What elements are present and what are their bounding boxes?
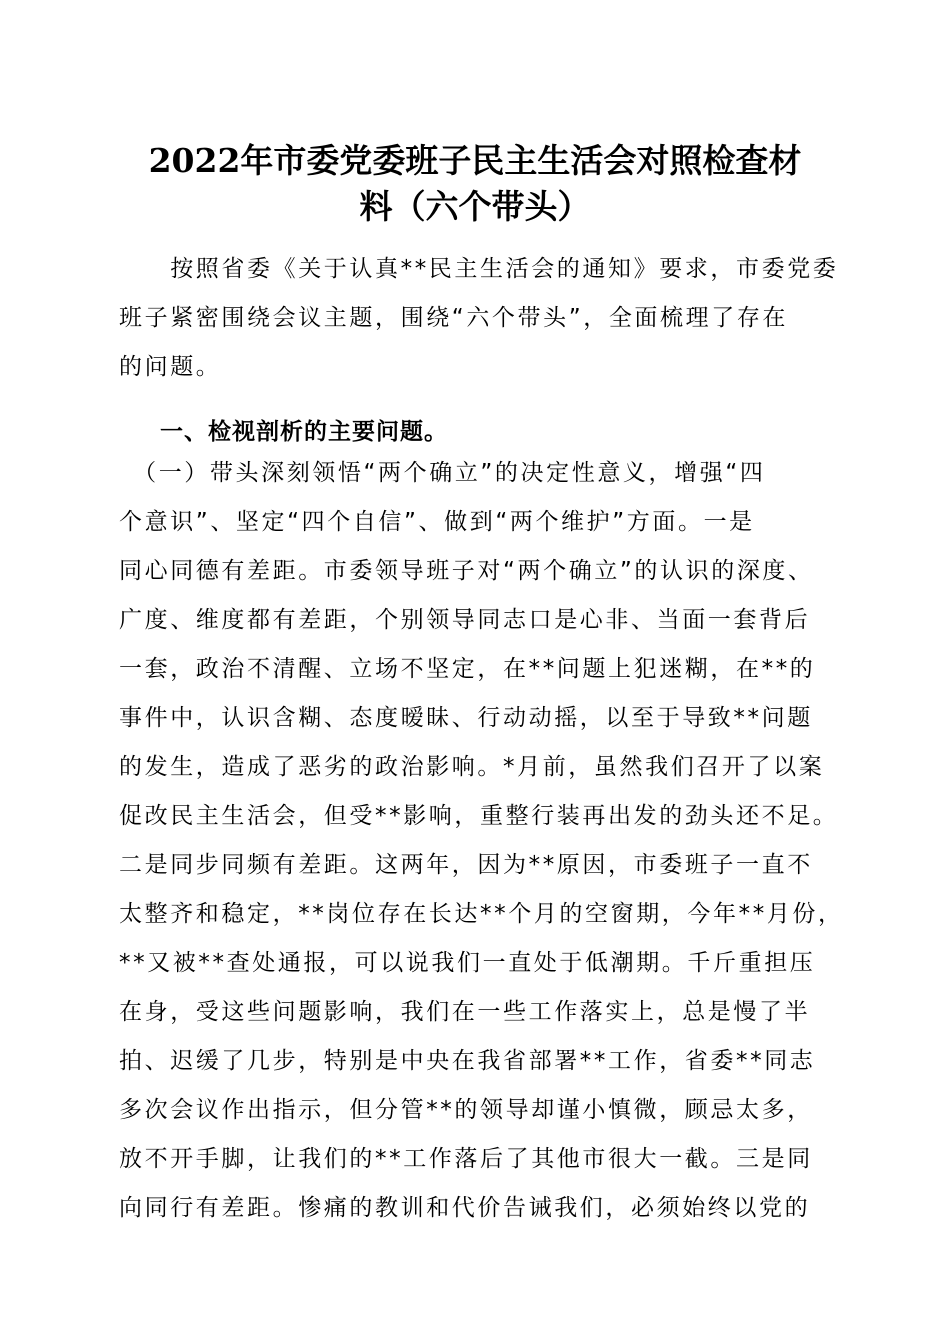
paragraph-line: 太整齐和稳定，**岗位存在长达**个月的空窗期，今年**月份， xyxy=(119,901,844,927)
paragraph-line: 事件中，认识含糊、态度暧昧、行动动摇，以至于导致**问题 xyxy=(119,705,813,731)
intro-paragraph xyxy=(119,245,839,392)
section-paragraph xyxy=(119,449,844,1233)
paragraph-line: 放不开手脚，让我们的**工作落后了其他市很大一截。三是同 xyxy=(119,1146,813,1172)
intro-line: 的问题。 xyxy=(119,354,222,380)
paragraph-line: 向同行有差距。惨痛的教训和代价告诫我们，必须始终以党的 xyxy=(119,1195,811,1221)
paragraph-line: 二是同步同频有差距。这两年，因为**原因，市委班子一直不 xyxy=(119,852,813,878)
paragraph-line: 的发生，造成了恶劣的政治影响。*月前，虽然我们召开了以案 xyxy=(119,754,825,780)
paragraph-line: **又被**查处通报，可以说我们一直处于低潮期。千斤重担压 xyxy=(119,950,816,976)
paragraph-line: 广度、维度都有差距，个别领导同志口是心非、当面一套背后 xyxy=(119,607,811,633)
document-title-line-1: 2022年市委党委班子民主生活会对照检查材 xyxy=(148,141,802,180)
intro-line: 班子紧密围绕会议主题，围绕“六个带头”，全面梳理了存在 xyxy=(119,305,789,331)
intro-line: 按照省委《关于认真**民主生活会的通知》要求，市委党委 xyxy=(119,256,839,282)
paragraph-line: 同心同德有差距。市委领导班子对“两个确立”的认识的深度、 xyxy=(119,558,814,584)
paragraph-line: 多次会议作出指示，但分管**的领导却谨小慎微，顾忌太多， xyxy=(119,1097,813,1123)
paragraph-line: 一套，政治不清醒、立场不坚定，在**问题上犯迷糊，在**的 xyxy=(119,656,816,682)
document-title-line-2: 料（六个带头） xyxy=(359,187,591,226)
paragraph-line: （一）带头深刻领悟“两个确立”的决定性意义，增强“四 xyxy=(119,460,766,486)
paragraph-line: 促改民主生活会，但受**影响，重整行装再出发的劲头还不足。 xyxy=(119,803,839,829)
paragraph-line: 在身，受这些问题影响，我们在一些工作落实上，总是慢了半 xyxy=(119,999,811,1025)
section-heading: 一、检视剖析的主要问题。 xyxy=(160,419,448,445)
paragraph-line: 个意识”、坚定“四个自信”、做到“两个维护”方面。一是 xyxy=(119,509,755,535)
paragraph-line: 拍、迟缓了几步，特别是中央在我省部署**工作，省委**同志 xyxy=(119,1048,816,1074)
